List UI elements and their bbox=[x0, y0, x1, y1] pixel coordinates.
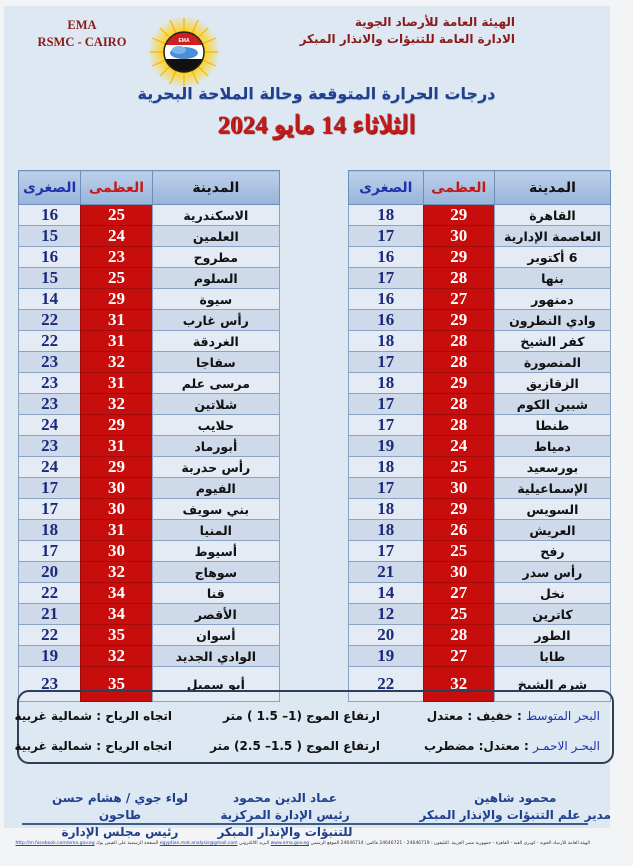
table-row bbox=[19, 268, 280, 289]
max-temp-cell: 28 bbox=[423, 352, 494, 373]
min-temp-cell: 17 bbox=[349, 226, 424, 247]
city-cell: الغردقة bbox=[152, 331, 279, 352]
signature-chairman bbox=[40, 790, 200, 841]
bulletin-title: درجات الحرارة المتوقعة وحالة الملاحة البحرية bbox=[137, 84, 496, 103]
city-cell: طابا bbox=[494, 646, 610, 667]
city-cell: رأس غارب bbox=[152, 310, 279, 331]
table-row bbox=[349, 478, 611, 499]
max-temp-cell: 29 bbox=[423, 205, 494, 226]
min-temp-cell: 22 bbox=[349, 667, 424, 702]
city-cell: بني سويف bbox=[152, 499, 279, 520]
table-row bbox=[349, 604, 611, 625]
max-temp-cell: 28 bbox=[423, 394, 494, 415]
city-cell: الاسكندرية bbox=[152, 205, 279, 226]
min-temp-cell: 22 bbox=[19, 625, 81, 646]
table-row bbox=[349, 352, 611, 373]
max-temp-cell: 32 bbox=[81, 394, 152, 415]
city-cell: بورسعيد bbox=[494, 457, 610, 478]
organization-name-english bbox=[36, 17, 128, 51]
city-cell: الأقصر bbox=[152, 604, 279, 625]
max-temp-cell: 31 bbox=[81, 331, 152, 352]
min-temp-cell: 23 bbox=[19, 436, 81, 457]
table-row bbox=[349, 562, 611, 583]
column-header-min: الصغرى bbox=[19, 171, 81, 205]
city-cell: أسيوط bbox=[152, 541, 279, 562]
min-temp-cell: 19 bbox=[349, 436, 424, 457]
max-temp-cell: 31 bbox=[81, 436, 152, 457]
table-row bbox=[349, 499, 611, 520]
sea-condition bbox=[427, 709, 600, 723]
signature-divider bbox=[22, 823, 588, 825]
table-row bbox=[349, 373, 611, 394]
city-cell: السويس bbox=[494, 499, 610, 520]
min-temp-cell: 14 bbox=[349, 583, 424, 604]
wave-height: ارتفاع الموج (1– 1.5 ) متر bbox=[223, 709, 380, 723]
ema-logo-icon bbox=[148, 16, 220, 88]
min-temp-cell: 17 bbox=[19, 541, 81, 562]
footer-contact bbox=[15, 841, 590, 846]
table-row bbox=[19, 310, 280, 331]
table-row bbox=[19, 499, 280, 520]
table-row bbox=[349, 268, 611, 289]
city-cell: حلايب bbox=[152, 415, 279, 436]
max-temp-cell: 31 bbox=[81, 520, 152, 541]
wind-direction: اتجاه الرياح : شمالية غربية bbox=[14, 739, 172, 753]
organization-name-arabic bbox=[300, 14, 515, 48]
min-temp-cell: 15 bbox=[19, 268, 81, 289]
table-row bbox=[349, 520, 611, 541]
signatory-title: مدير علم التنبؤات والإنذار المبكر bbox=[419, 808, 611, 822]
table-row bbox=[349, 247, 611, 268]
max-temp-cell: 25 bbox=[81, 268, 152, 289]
city-cell: الطور bbox=[494, 625, 610, 646]
min-temp-cell: 23 bbox=[19, 352, 81, 373]
max-temp-cell: 29 bbox=[423, 499, 494, 520]
max-temp-cell: 28 bbox=[423, 331, 494, 352]
min-temp-cell: 17 bbox=[349, 478, 424, 499]
table-row bbox=[349, 583, 611, 604]
city-cell: المنيا bbox=[152, 520, 279, 541]
signature-forecast-director bbox=[419, 790, 611, 824]
city-cell: 6 أكتوبر bbox=[494, 247, 610, 268]
org-line-2: الادارة العامة للتنبؤات والانذار المبكر bbox=[299, 32, 515, 46]
city-cell: سيوة bbox=[152, 289, 279, 310]
table-row bbox=[349, 625, 611, 646]
max-temp-cell: 30 bbox=[423, 562, 494, 583]
max-temp-cell: 27 bbox=[423, 289, 494, 310]
min-temp-cell: 15 bbox=[19, 226, 81, 247]
facebook-label: الصفحة الرسمية على الفيس بوك bbox=[96, 841, 159, 846]
city-cell: الزقازيق bbox=[494, 373, 610, 394]
max-temp-cell: 25 bbox=[423, 457, 494, 478]
website-link[interactable]: www.ema.gov.eg bbox=[270, 841, 310, 846]
table-row bbox=[19, 457, 280, 478]
table-row bbox=[349, 541, 611, 562]
column-header-max: العظمى bbox=[423, 171, 494, 205]
table-row bbox=[19, 415, 280, 436]
max-temp-cell: 27 bbox=[423, 583, 494, 604]
org-line-1: الهيئة العامة للأرصاد الجوية bbox=[354, 15, 515, 29]
sea-condition bbox=[424, 739, 600, 753]
min-temp-cell: 17 bbox=[349, 268, 424, 289]
min-temp-cell: 23 bbox=[19, 373, 81, 394]
max-temp-cell: 30 bbox=[423, 226, 494, 247]
max-temp-cell: 25 bbox=[423, 604, 494, 625]
city-cell: رفح bbox=[494, 541, 610, 562]
city-cell: الوادي الجديد bbox=[152, 646, 279, 667]
min-temp-cell: 21 bbox=[349, 562, 424, 583]
column-header-max: العظمى bbox=[81, 171, 152, 205]
table-header-row bbox=[349, 171, 611, 205]
table-row bbox=[19, 604, 280, 625]
temperature-table-left bbox=[18, 170, 280, 702]
table-row bbox=[19, 394, 280, 415]
table-row bbox=[19, 205, 280, 226]
table-row bbox=[19, 520, 280, 541]
city-cell: مطروح bbox=[152, 247, 279, 268]
min-temp-cell: 17 bbox=[349, 394, 424, 415]
wind-direction: اتجاه الرياح : شمالية غربية bbox=[14, 709, 172, 723]
city-cell: أسوان bbox=[152, 625, 279, 646]
table-row bbox=[19, 541, 280, 562]
facebook-link[interactable]: http://m.facebook.com/ema.gov.eg bbox=[15, 841, 95, 846]
min-temp-cell: 18 bbox=[349, 457, 424, 478]
max-temp-cell: 23 bbox=[81, 247, 152, 268]
sea-state: : معتدل: مضطرب bbox=[423, 739, 529, 753]
max-temp-cell: 35 bbox=[81, 667, 152, 702]
city-cell: أبورماد bbox=[152, 436, 279, 457]
city-cell: المنصورة bbox=[494, 352, 610, 373]
min-temp-cell: 14 bbox=[19, 289, 81, 310]
table-row bbox=[19, 625, 280, 646]
city-cell: سوهاج bbox=[152, 562, 279, 583]
min-temp-cell: 19 bbox=[349, 646, 424, 667]
min-temp-cell: 22 bbox=[19, 310, 81, 331]
table-row bbox=[349, 310, 611, 331]
min-temp-cell: 16 bbox=[19, 205, 81, 226]
city-cell: العاصمة الإدارية bbox=[494, 226, 610, 247]
min-temp-cell: 12 bbox=[349, 604, 424, 625]
max-temp-cell: 29 bbox=[423, 247, 494, 268]
city-cell: طنطا bbox=[494, 415, 610, 436]
min-temp-cell: 17 bbox=[349, 415, 424, 436]
table-row bbox=[19, 562, 280, 583]
org-en-line-2: RSMC - CAIRO bbox=[37, 35, 127, 49]
max-temp-cell: 29 bbox=[81, 457, 152, 478]
min-temp-cell: 22 bbox=[19, 331, 81, 352]
city-cell: السلوم bbox=[152, 268, 279, 289]
min-temp-cell: 24 bbox=[19, 457, 81, 478]
column-header-min: الصغرى bbox=[349, 171, 424, 205]
max-temp-cell: 24 bbox=[423, 436, 494, 457]
city-cell: سفاجا bbox=[152, 352, 279, 373]
max-temp-cell: 30 bbox=[81, 478, 152, 499]
max-temp-cell: 29 bbox=[423, 310, 494, 331]
max-temp-cell: 29 bbox=[423, 373, 494, 394]
table-row bbox=[19, 352, 280, 373]
table-row bbox=[19, 247, 280, 268]
max-temp-cell: 29 bbox=[81, 415, 152, 436]
table-row bbox=[349, 646, 611, 667]
city-cell: نخل bbox=[494, 583, 610, 604]
min-temp-cell: 17 bbox=[19, 499, 81, 520]
svg-text:EMA: EMA bbox=[178, 38, 190, 44]
city-cell: وادي النطرون bbox=[494, 310, 610, 331]
table-row bbox=[19, 331, 280, 352]
sea-name: البحـر الاحمـر bbox=[533, 739, 600, 753]
city-cell: الإسماعيلية bbox=[494, 478, 610, 499]
min-temp-cell: 16 bbox=[349, 247, 424, 268]
max-temp-cell: 28 bbox=[423, 625, 494, 646]
max-temp-cell: 27 bbox=[423, 646, 494, 667]
city-cell: رأس سدر bbox=[494, 562, 610, 583]
table-row bbox=[19, 583, 280, 604]
table-row bbox=[349, 205, 611, 226]
max-temp-cell: 30 bbox=[423, 478, 494, 499]
table-row bbox=[19, 289, 280, 310]
min-temp-cell: 18 bbox=[349, 373, 424, 394]
sea-name: البحر المتوسط bbox=[526, 709, 600, 723]
min-temp-cell: 21 bbox=[19, 604, 81, 625]
min-temp-cell: 17 bbox=[349, 541, 424, 562]
signatory-name: عماد الدين محمود bbox=[233, 791, 337, 805]
city-cell: الفيوم bbox=[152, 478, 279, 499]
max-temp-cell: 25 bbox=[81, 205, 152, 226]
max-temp-cell: 32 bbox=[423, 667, 494, 702]
max-temp-cell: 28 bbox=[423, 268, 494, 289]
max-temp-cell: 32 bbox=[81, 562, 152, 583]
max-temp-cell: 34 bbox=[81, 583, 152, 604]
max-temp-cell: 35 bbox=[81, 625, 152, 646]
email-label: البريد الالكتروني bbox=[238, 841, 270, 846]
footer-address: الهيئة العامة للأرصاد الجوية - كوبري القبة - القاهرة - جمهورية مصر العربية. التليفون : 24646719 - 24646721 فاكس: 24646714 الموقع الرسمي bbox=[310, 841, 590, 846]
table-row bbox=[349, 457, 611, 478]
min-temp-cell: 20 bbox=[349, 625, 424, 646]
signature-central-director bbox=[200, 790, 370, 841]
min-temp-cell: 16 bbox=[349, 289, 424, 310]
city-cell: القاهرة bbox=[494, 205, 610, 226]
wave-height: ارتفاع الموج ( 1.5– 2.5) متر bbox=[210, 739, 380, 753]
max-temp-cell: 30 bbox=[81, 541, 152, 562]
table-row bbox=[19, 436, 280, 457]
email-link[interactable]: egyptian.met.analysis@gmail.com bbox=[159, 841, 238, 846]
city-cell: شبين الكوم bbox=[494, 394, 610, 415]
max-temp-cell: 34 bbox=[81, 604, 152, 625]
city-cell: دمنهور bbox=[494, 289, 610, 310]
min-temp-cell: 17 bbox=[349, 352, 424, 373]
city-cell: العريش bbox=[494, 520, 610, 541]
table-row bbox=[349, 436, 611, 457]
column-header-city: المدينة bbox=[152, 171, 279, 205]
max-temp-cell: 28 bbox=[423, 415, 494, 436]
table-row bbox=[19, 226, 280, 247]
max-temp-cell: 32 bbox=[81, 646, 152, 667]
max-temp-cell: 31 bbox=[81, 373, 152, 394]
min-temp-cell: 18 bbox=[19, 520, 81, 541]
city-cell: كفر الشيخ bbox=[494, 331, 610, 352]
max-temp-cell: 31 bbox=[81, 310, 152, 331]
city-cell: مرسى علم bbox=[152, 373, 279, 394]
table-row bbox=[19, 373, 280, 394]
signatory-title: رئيس الإدارة المركزية للتنبؤات والإنذار المبكر bbox=[217, 808, 353, 839]
min-temp-cell: 16 bbox=[19, 247, 81, 268]
sea-state-box bbox=[14, 690, 614, 764]
city-cell: دمياط bbox=[494, 436, 610, 457]
min-temp-cell: 20 bbox=[19, 562, 81, 583]
min-temp-cell: 16 bbox=[349, 310, 424, 331]
min-temp-cell: 22 bbox=[19, 583, 81, 604]
max-temp-cell: 26 bbox=[423, 520, 494, 541]
min-temp-cell: 18 bbox=[349, 499, 424, 520]
min-temp-cell: 18 bbox=[349, 520, 424, 541]
signatory-name: محمود شاهين bbox=[474, 791, 557, 805]
table-row bbox=[19, 478, 280, 499]
table-row bbox=[349, 289, 611, 310]
table-row bbox=[349, 394, 611, 415]
temperature-table-right bbox=[348, 170, 611, 702]
max-temp-cell: 24 bbox=[81, 226, 152, 247]
min-temp-cell: 24 bbox=[19, 415, 81, 436]
city-cell: بنها bbox=[494, 268, 610, 289]
city-cell: كاترين bbox=[494, 604, 610, 625]
city-cell: رأس حدربة bbox=[152, 457, 279, 478]
min-temp-cell: 18 bbox=[349, 205, 424, 226]
table-row bbox=[349, 331, 611, 352]
max-temp-cell: 32 bbox=[81, 352, 152, 373]
city-cell: شرم الشيخ bbox=[494, 667, 610, 702]
table-row bbox=[19, 646, 280, 667]
city-cell: قنا bbox=[152, 583, 279, 604]
max-temp-cell: 25 bbox=[423, 541, 494, 562]
column-header-city: المدينة bbox=[494, 171, 610, 205]
table-row bbox=[349, 226, 611, 247]
max-temp-cell: 30 bbox=[81, 499, 152, 520]
min-temp-cell: 19 bbox=[19, 646, 81, 667]
sea-state: : خفيف : معتدل bbox=[426, 709, 522, 723]
min-temp-cell: 18 bbox=[349, 331, 424, 352]
signatory-name: لواء جوي / هشام حسن طاحون bbox=[51, 791, 189, 822]
max-temp-cell: 29 bbox=[81, 289, 152, 310]
city-cell: العلمين bbox=[152, 226, 279, 247]
table-row bbox=[349, 415, 611, 436]
city-cell: شلاتين bbox=[152, 394, 279, 415]
table-header-row bbox=[19, 171, 280, 205]
min-temp-cell: 17 bbox=[19, 478, 81, 499]
min-temp-cell: 23 bbox=[19, 667, 81, 702]
min-temp-cell: 23 bbox=[19, 394, 81, 415]
signatory-title: رئيس مجلس الإدارة bbox=[61, 825, 179, 839]
org-en-line-1: EMA bbox=[67, 18, 97, 32]
bulletin-date: الثلاثاء 14 مايو 2024 bbox=[217, 112, 416, 139]
city-cell: أبو سمبل bbox=[152, 667, 279, 702]
